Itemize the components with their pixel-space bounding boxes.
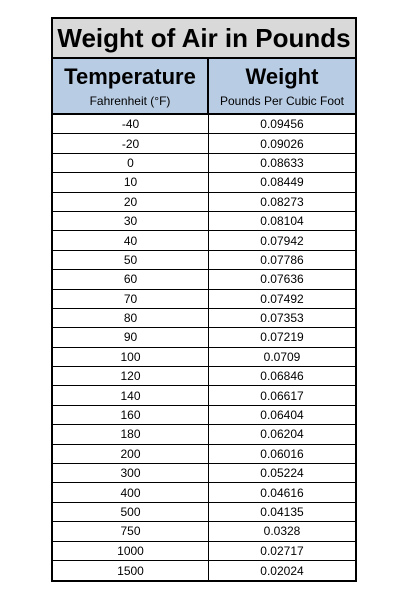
- table-row: [53, 290, 355, 309]
- temperature-unit-label: Fahrenheit (°F): [89, 94, 171, 108]
- table-row: [53, 348, 355, 367]
- temperature-cell: 140: [53, 386, 209, 404]
- temperature-cell: 40: [53, 231, 209, 249]
- temperature-cell: 750: [53, 522, 209, 540]
- weight-cell: 0.04135: [260, 505, 304, 519]
- table-row: [53, 522, 355, 541]
- weight-cell: 0.06016: [260, 446, 304, 461]
- weight-cell: 0.02717: [260, 543, 304, 558]
- weight-column-header: [209, 59, 355, 113]
- weight-cell: 0.02024: [260, 563, 304, 578]
- weight-cell: 0.07942: [260, 233, 304, 248]
- temperature-cell: 100: [53, 348, 209, 366]
- weight-cell: 0.06846: [260, 369, 304, 384]
- table-body: [53, 115, 355, 580]
- temperature-cell: 0: [53, 154, 209, 172]
- weight-cell: 0.08633: [260, 155, 304, 170]
- weight-cell: 0.0328: [263, 524, 301, 539]
- temperature-cell: -40: [53, 115, 209, 133]
- table-row: [53, 503, 355, 522]
- temperature-cell: 120: [53, 367, 209, 385]
- weight-cell: 0.08273: [260, 194, 304, 209]
- table-row: [53, 542, 355, 561]
- table-row: [53, 173, 355, 192]
- table-row: [53, 561, 355, 580]
- table-row: [53, 134, 355, 153]
- table-row: [53, 406, 355, 425]
- temperature-cell: -20: [53, 134, 209, 152]
- table-row: [53, 367, 355, 386]
- temperature-cell: 180: [53, 425, 209, 443]
- temperature-cell: 90: [53, 328, 209, 346]
- temperature-cell: 60: [53, 270, 209, 288]
- weight-cell: 0.05224: [260, 466, 304, 481]
- temperature-cell: 70: [53, 290, 209, 308]
- weight-cell: 0.0709: [263, 349, 301, 364]
- table-title: Weight of Air in Pounds: [53, 19, 355, 59]
- table-row: [53, 193, 355, 212]
- temperature-cell: 10: [53, 173, 209, 191]
- table-row: [53, 464, 355, 483]
- temperature-cell: 1000: [53, 542, 209, 560]
- table-header-row: [53, 59, 355, 115]
- weight-cell: 0.07492: [260, 291, 304, 306]
- weight-cell: 0.07219: [260, 330, 304, 345]
- weight-cell: 0.07353: [260, 311, 304, 326]
- table-row: [53, 425, 355, 444]
- table-row: [53, 445, 355, 464]
- weight-header-label: Weight: [245, 64, 319, 89]
- temperature-header-label: Temperature: [64, 64, 196, 89]
- weight-cell: 0.04616: [260, 485, 304, 500]
- weight-unit-label: Pounds Per Cubic Foot: [219, 94, 345, 108]
- temperature-cell: 400: [53, 483, 209, 501]
- temperature-column-header: [53, 59, 209, 113]
- weight-cell: 0.07786: [260, 252, 304, 267]
- weight-cell: 0.09456: [260, 117, 304, 132]
- table-row: [53, 483, 355, 502]
- temperature-cell: 200: [53, 445, 209, 463]
- temperature-cell: 1500: [53, 561, 209, 580]
- weight-cell: 0.08104: [260, 214, 304, 229]
- temperature-cell: 160: [53, 406, 209, 424]
- weight-cell: 0.06404: [260, 408, 304, 423]
- weight-cell: 0.06204: [260, 427, 304, 442]
- temperature-cell: 300: [53, 464, 209, 482]
- table-row: [53, 154, 355, 173]
- table-row: [53, 270, 355, 289]
- temperature-cell: 500: [53, 503, 209, 521]
- weight-cell: 0.09026: [260, 136, 304, 151]
- table-row: [53, 309, 355, 328]
- table-row: [53, 212, 355, 231]
- temperature-cell: 20: [53, 193, 209, 211]
- weight-cell: 0.07636: [260, 272, 304, 287]
- weight-cell: 0.08449: [260, 175, 304, 190]
- table-row: [53, 251, 355, 270]
- temperature-cell: 50: [53, 251, 209, 269]
- table-row: [53, 231, 355, 250]
- table-row: [53, 328, 355, 347]
- table-row: [53, 115, 355, 134]
- air-weight-table: [51, 17, 357, 582]
- table-row: [53, 386, 355, 405]
- temperature-cell: 30: [53, 212, 209, 230]
- temperature-cell: 80: [53, 309, 209, 327]
- weight-cell: 0.06617: [260, 388, 304, 403]
